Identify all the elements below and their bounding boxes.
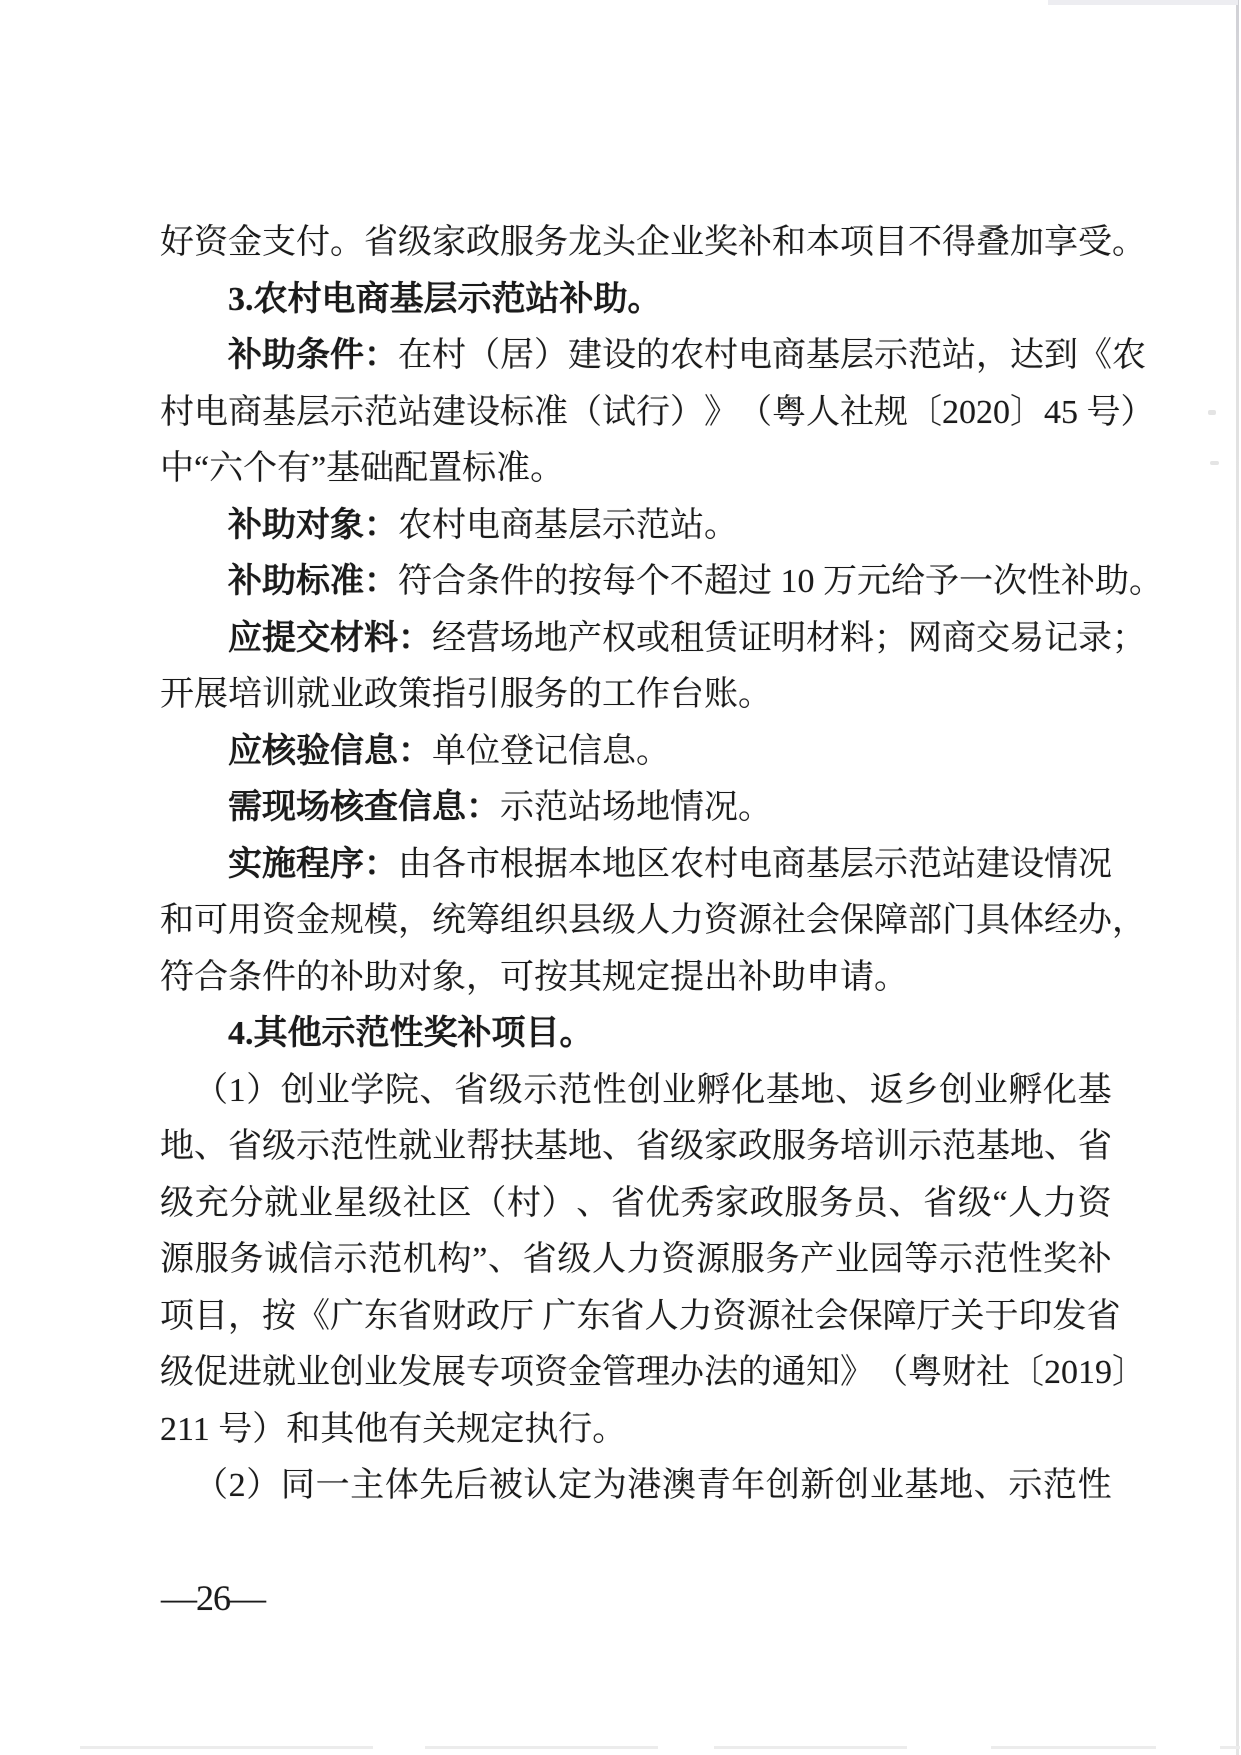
text-line: 实 施 程 序 ： 由 各 市 根 据 本 地 区 农 村 电 商 基 层 示 范 站 建 设 情 况 [228, 845, 1112, 883]
text-line: 需现场核查信息：示范站场地情况。 [228, 789, 772, 826]
text-line: 开展培训就业政策指引服务的工作台账。 [160, 676, 772, 713]
text-line: 补 助 标 准 ： 符 合 条 件 的 按 每 个 不 超 过 1 0 万 元 给 予 一 次 性 补 助 。 [228, 563, 1163, 600]
text-line: 地 、 省 级 示 范 性 就 业 帮 扶 基 地 、 省 级 家 政 服 务 培 训 示 范 基 地 、 省 [160, 1128, 1112, 1165]
text-line: 源 服 务 诚 信 示 范 机 构 ” 、 省 级 人 力 资 源 服 务 产 业 园 等 示 范 性 奖 补 [160, 1241, 1112, 1278]
text-line: 级 充 分 就 业 星 级 社 区 （ 村 ） 、 省 优 秀 家 政 服 务 员 、 省 级 “ 人 力 资 [160, 1184, 1112, 1222]
scan-speck-artifact [1208, 410, 1216, 415]
text-line: 4.其他示范性奖补项目。 [228, 1015, 594, 1052]
page-number: —26— [161, 1578, 265, 1618]
scan-smudge-artifact [1048, 0, 1238, 5]
scan-bottom-artifact [1220, 1746, 1240, 1749]
scan-bottom-artifact [991, 1746, 1156, 1749]
text-line: 应核验信息：单位登记信息。 [228, 732, 670, 770]
text-line: 好 资 金 支 付 。 省 级 家 政 服 务 龙 头 企 业 奖 补 和 本 项 目 不 得 叠 加 享 受 。 [160, 224, 1146, 261]
scan-bottom-artifact [425, 1746, 658, 1749]
text-line: 村 电 商 基 层 示 范 站 建 设 标 准 （ 试 行 ） 》 （ 粤 人 社 规 〔 2 0 2 0 〕 4 5 号 ） [160, 393, 1155, 431]
text-line: 211 号）和其他有关规定执行。 [160, 1410, 627, 1448]
scan-bottom-artifact [80, 1746, 373, 1749]
text-line: 符合条件的补助对象，可按其规定提出补助申请。 [160, 958, 908, 996]
text-line: （ 2 ） 同 一 主 体 先 后 被 认 定 为 港 澳 青 年 创 新 创 业 基 地 、 示 范 性 [194, 1467, 1112, 1504]
text-line: 和 可 用 资 金 规 模 ， 统 筹 组 织 县 级 人 力 资 源 社 会 保 障 部 门 具 体 经 办 ， [160, 902, 1146, 939]
text-line: 项 目 ， 按 《 广 东 省 财 政 厅 广 东 省 人 力 资 源 社 会 保 障 厅 关 于 印 发 省 [160, 1297, 1121, 1335]
text-line: 应 提 交 材 料 ： 经 营 场 地 产 权 或 租 赁 证 明 材 料 ； 网 商 交 易 记 录 ； [228, 619, 1146, 657]
text-line: 3.农村电商基层示范站补助。 [228, 280, 662, 318]
scan-speck-artifact [1210, 461, 1219, 465]
text-line: 级 促 进 就 业 创 业 发 展 专 项 资 金 管 理 办 法 的 通 知 》 （ 粤 财 社 〔 2 0 1 9 〕 [160, 1354, 1146, 1391]
scan-edge-artifact [1236, 0, 1239, 1755]
text-line: 中“六个有”基础配置标准。 [160, 450, 565, 487]
text-line: （ 1 ） 创 业 学 院 、 省 级 示 范 性 创 业 孵 化 基 地 、 返 乡 创 业 孵 化 基 [194, 1071, 1112, 1109]
text-line: 补助对象：农村电商基层示范站。 [228, 506, 738, 544]
document-lines [160, 215, 1163, 1515]
scan-bottom-artifact [714, 1746, 907, 1749]
text-line: 补 助 条 件 ： 在 村 （ 居 ） 建 设 的 农 村 电 商 基 层 示 范 站 ， 达 到 《 农 [228, 337, 1146, 374]
